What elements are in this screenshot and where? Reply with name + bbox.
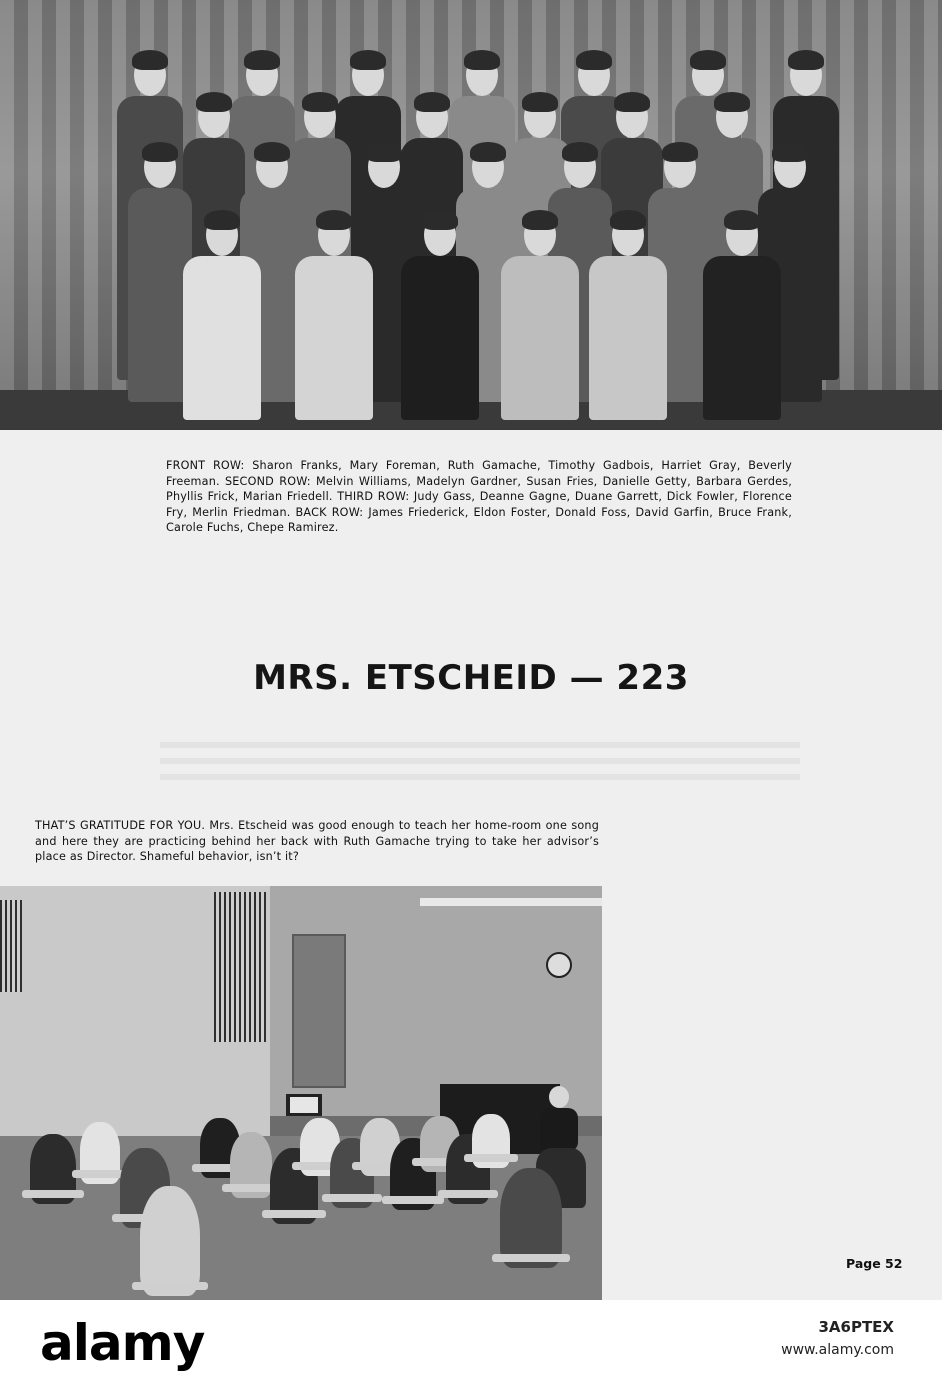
- student-torso: [183, 256, 261, 420]
- student-hair: [724, 210, 760, 230]
- homeroom-title: MRS. ETSCHEID — 223: [253, 658, 689, 698]
- class-group-photo: [0, 0, 942, 430]
- student-hair: [464, 50, 500, 70]
- student-torso: [295, 256, 373, 420]
- student-hair: [610, 210, 646, 230]
- student-hair: [662, 142, 698, 162]
- stock-logo: alamy: [40, 1314, 205, 1372]
- student-desk: [464, 1154, 518, 1162]
- student-desk: [438, 1190, 498, 1198]
- classroom-photo: [0, 886, 602, 1300]
- show-through-text: [252, 622, 752, 657]
- classroom-photo-caption: THAT’S GRATITUDE FOR YOU. Mrs. Etscheid was good enough to teach her home-room one song and here they are practicing behind her back with Ruth Gamache trying to take her advisor’s place as Director. Shameful behavior, isn’t it?: [35, 819, 599, 863]
- student-hair: [470, 142, 506, 162]
- student-figure: [703, 210, 781, 420]
- student-hair: [576, 50, 612, 70]
- director-head: [549, 1086, 569, 1108]
- show-through-lines: [160, 742, 800, 790]
- student-torso: [589, 256, 667, 420]
- student-hair: [316, 210, 352, 230]
- stock-footer: [0, 1300, 942, 1390]
- student-figure: [295, 210, 373, 420]
- seated-student: [500, 1168, 562, 1268]
- student-figure: [401, 210, 479, 420]
- student-torso: [401, 256, 479, 420]
- sheet-music: [290, 1097, 318, 1113]
- student-desk: [492, 1254, 570, 1262]
- stock-url: www.alamy.com: [781, 1342, 894, 1358]
- student-hair: [244, 50, 280, 70]
- student-hair: [772, 142, 808, 162]
- student-figure: [501, 210, 579, 420]
- student-hair: [142, 142, 178, 162]
- student-hair: [204, 210, 240, 230]
- window-grate: [214, 892, 266, 1042]
- page-number: Page 52: [846, 1256, 903, 1271]
- wall-vent: [0, 900, 22, 992]
- student-desk: [382, 1196, 444, 1204]
- class-photo-caption: FRONT ROW: Sharon Franks, Mary Foreman, Ruth Gamache, Timothy Gadbois, Harriet Gray, Beverly Freeman. SECOND ROW: Melvin Williams, Madelyn Gardner, Susan Fries, Danielle Getty, Barbara Gerdes, Phyllis Frick, Marian Friedell. THIRD ROW: Judy Gass, Deanne Gagne, Duane Garrett, Dick Fowler, Florence Fry, Merlin Friedman. BACK ROW: James Friederick, Eldon Foster, Donald Foss, David Garfin, Bruce Frank, Carole Fuchs, Chepe Ramirez.: [166, 459, 792, 534]
- image-id: 3A6PTEX: [818, 1318, 894, 1336]
- student-hair: [562, 142, 598, 162]
- student-hair: [254, 142, 290, 162]
- student-hair: [350, 50, 386, 70]
- wall-clock: [546, 952, 572, 978]
- student-desk: [132, 1282, 208, 1290]
- student-hair: [614, 92, 650, 112]
- student-figure: [183, 210, 261, 420]
- student-hair: [690, 50, 726, 70]
- student-desk: [262, 1210, 326, 1218]
- seated-student: [140, 1186, 200, 1296]
- student-hair: [302, 92, 338, 112]
- student-hair: [196, 92, 232, 112]
- student-hair: [522, 92, 558, 112]
- student-hair: [132, 50, 168, 70]
- student-figure: [589, 210, 667, 420]
- student-hair: [414, 92, 450, 112]
- student-hair: [714, 92, 750, 112]
- student-hair: [522, 210, 558, 230]
- student-hair: [788, 50, 824, 70]
- door: [292, 934, 346, 1088]
- student-torso: [703, 256, 781, 420]
- student-desk: [22, 1190, 84, 1198]
- student-desk: [322, 1194, 382, 1202]
- student-hair: [422, 210, 458, 230]
- student-torso: [501, 256, 579, 420]
- student-hair: [366, 142, 402, 162]
- ceiling-light: [420, 898, 602, 906]
- director-torso: [540, 1108, 578, 1152]
